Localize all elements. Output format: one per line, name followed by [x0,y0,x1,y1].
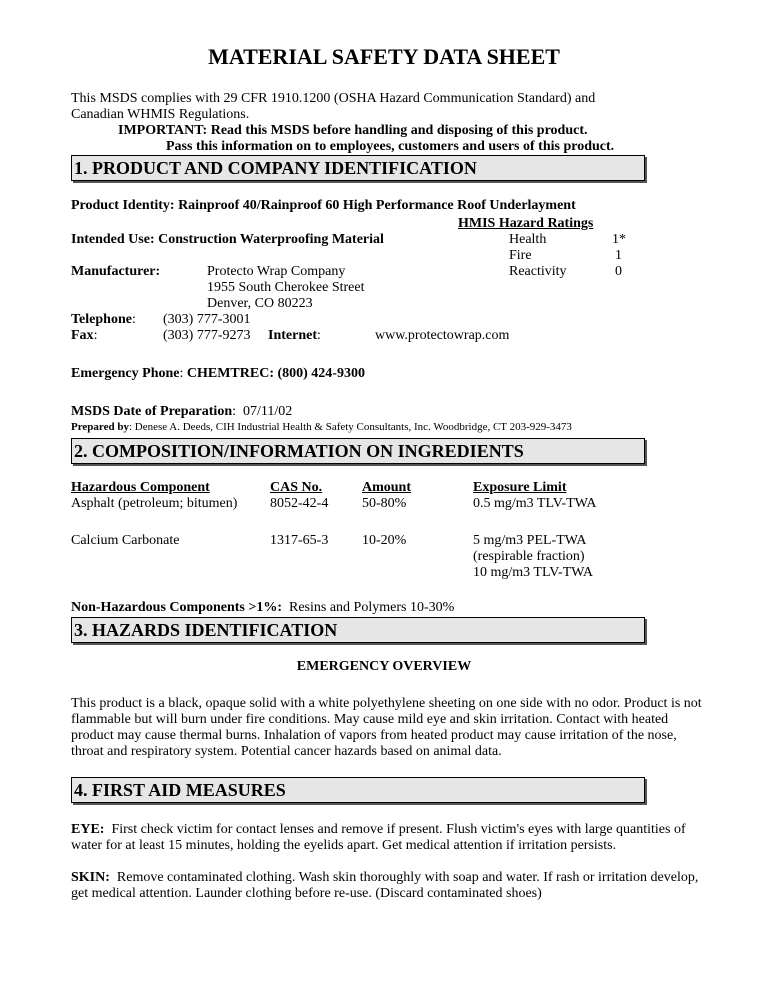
manufacturer-name: Protecto Wrap Company [207,264,346,279]
first-aid-skin [71,870,707,902]
hmis-fire-value: 1 [615,248,622,263]
table-row-1-component: Asphalt (petroleum; bitumen) [71,496,238,511]
section-4-header [71,777,645,803]
col-hazardous-component: Hazardous Component [71,480,210,495]
section-1-title: 1. PRODUCT AND COMPANY IDENTIFICATION [74,158,477,178]
manufacturer-city: Denver, CO 80223 [207,296,313,311]
col-amount: Amount [362,480,412,495]
telephone-value: (303) 777-3001 [163,312,251,327]
section-3-title: 3. HAZARDS IDENTIFICATION [74,620,338,640]
fax-row: Fax: [71,328,98,343]
section-4-title: 4. FIRST AID MEASURES [74,780,286,800]
skin-label: SKIN: [71,870,110,885]
hmis-reactivity-value: 0 [615,264,622,279]
emergency-overview-text: This product is a black, opaque solid with a white polyethylene sheeting on one side with no odor. Product is not flammable but will burn under fire conditions. May cause mild eye and skin irritation. Contact with heated product may cause thermal burns. Inhalation of vapors from heated product may cause irritation of the nose, throat and respiratory system. Potential cancer hazards based on animal data. [71,696,702,759]
prepared-by-row: Prepared by: Denese A. Deeds, CIH Industrial Health & Safety Consultants, Inc. Woodbridge, CT 203-929-3473 [71,421,572,433]
emergency-label: Emergency Phone [71,366,180,381]
internet-label: Internet [268,328,317,343]
table-row-1-amount: 50-80% [362,496,407,511]
emergency-phone: Emergency Phone: CHEMTREC: (800) 424-9300 [71,366,365,381]
internet-row: Internet: [268,328,321,343]
non-hazardous-row [71,600,454,616]
skin-text: Remove contaminated clothing. Wash skin thoroughly with soap and water. If rash or irritation develop, get medical attention. Launder clothing before re-use. (Discard contaminated shoes) [71,870,699,901]
prep-date-row: MSDS Date of Preparation: 07/11/02 [71,404,293,419]
internet-link[interactable]: www.protectowrap.com [375,328,510,343]
hmis-reactivity-label: Reactivity [509,264,567,279]
table-row-2-limit-1: 5 mg/m3 PEL-TWA [473,533,587,548]
non-hazardous-value: Resins and Polymers 10-30% [289,600,455,615]
intended-use: Intended Use: Construction Waterproofing Material [71,232,384,247]
section-1-header [71,155,645,181]
intro-line-2: Canadian WHMIS Regulations. [71,107,250,122]
col-cas-no: CAS No. [270,480,323,495]
important-line-1: IMPORTANT: Read this MSDS before handling and disposing of this product. [118,123,588,138]
table-row-2-cas: 1317-65-3 [270,533,329,548]
telephone-row: Telephone: [71,312,136,327]
hmis-fire-label: Fire [509,248,532,263]
fax-value: (303) 777-9273 [163,328,251,343]
prep-date: 07/11/02 [243,404,293,419]
section-2-header [71,438,645,464]
telephone-label: Telephone [71,312,132,327]
prepared-by: Denese A. Deeds, CIH Industrial Health & Safety Consultants, Inc. Woodbridge, CT 203-929-3473 [134,421,572,433]
table-row-2-amount: 10-20% [362,533,407,548]
eye-label: EYE: [71,822,105,837]
intro-line-1: This MSDS complies with 29 CFR 1910.1200 (OSHA Hazard Communication Standard) and [71,91,596,106]
hmis-heading: HMIS Hazard Ratings [458,216,594,231]
section-2-title: 2. COMPOSITION/INFORMATION ON INGREDIENTS [74,441,524,461]
eye-text: First check victim for contact lenses and remove if present. Flush victim's eyes with large quantities of water for at least 15 minutes, holding the eyelids apart. Get medical attention if irritation persists. [71,822,686,853]
table-row-2-limit-3: 10 mg/m3 TLV-TWA [473,565,594,580]
prepared-by-label: Prepared by [71,421,129,433]
section-3-header [71,617,645,643]
emergency-value: CHEMTREC: (800) 424-9300 [186,366,365,381]
manufacturer-street: 1955 South Cherokee Street [207,280,365,295]
hmis-health-value: 1* [612,232,626,247]
table-row-2-limit-2: (respirable fraction) [473,549,585,564]
important-line-2: Pass this information on to employees, customers and users of this product. [166,139,615,154]
hmis-health-label: Health [509,232,547,247]
manufacturer-label: Manufacturer: [71,264,161,279]
first-aid-eye [71,822,707,854]
table-row-1-cas: 8052-42-4 [270,496,329,511]
table-row-2-component: Calcium Carbonate [71,533,180,548]
emergency-overview-heading: EMERGENCY OVERVIEW [296,659,472,674]
fax-label: Fax [71,328,94,343]
non-hazardous-label: Non-Hazardous Components >1%: [71,600,282,615]
col-exposure-limit: Exposure Limit [473,480,567,495]
table-row-1-limit: 0.5 mg/m3 TLV-TWA [473,496,597,511]
product-identity: Product Identity: Rainproof 40/Rainproof 60 High Performance Roof Underlayment [71,198,576,213]
prep-label: MSDS Date of Preparation [71,404,233,419]
page-title: MATERIAL SAFETY DATA SHEET [208,44,560,69]
